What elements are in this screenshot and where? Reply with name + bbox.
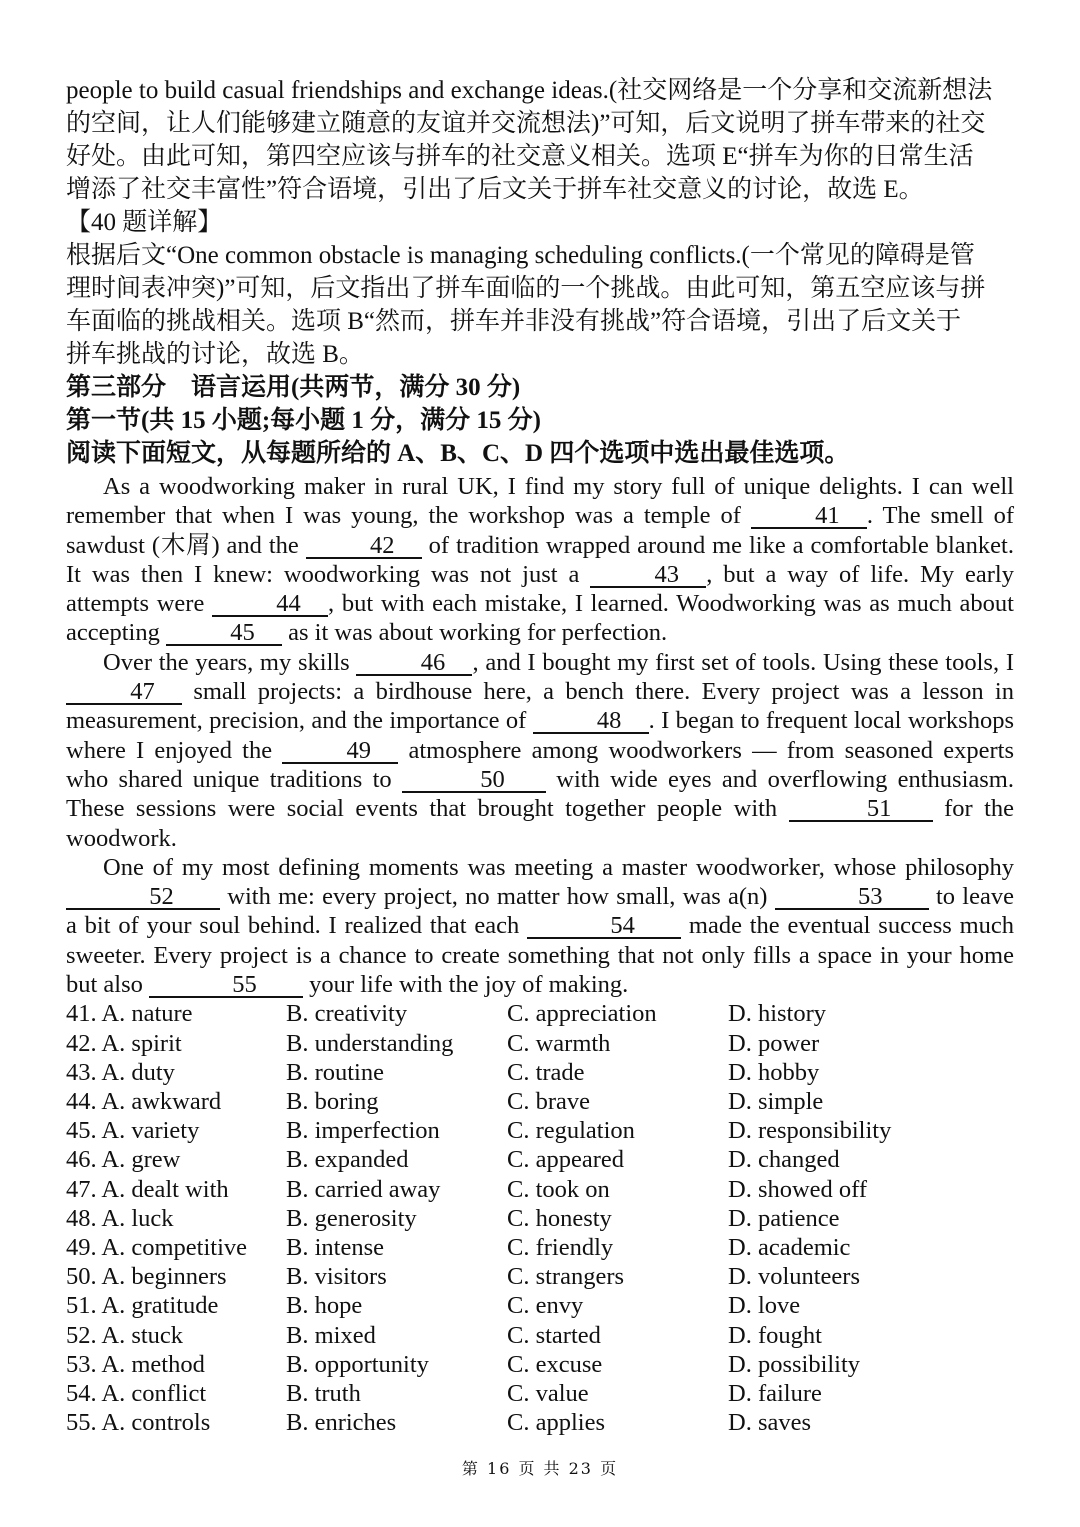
passage-paragraph-1 xyxy=(66,472,1014,648)
option-b[interactable]: B. enriches xyxy=(286,1409,397,1437)
blank-47: 47 xyxy=(66,681,182,705)
blank-54: 54 xyxy=(527,915,681,939)
option-c[interactable]: C. appeared xyxy=(507,1146,624,1174)
option-b[interactable]: B. opportunity xyxy=(286,1350,429,1378)
passage-paragraph-2 xyxy=(66,648,1014,853)
option-b[interactable]: B. routine xyxy=(286,1058,384,1086)
passage-text: for the woodwork. xyxy=(66,795,1014,852)
option-row xyxy=(66,1058,1014,1087)
option-a[interactable]: 52. A. stuck xyxy=(66,1321,184,1349)
passage-paragraph-3 xyxy=(66,853,1014,999)
option-a[interactable]: 45. A. variety xyxy=(66,1117,200,1145)
option-row xyxy=(66,1204,1014,1233)
option-b[interactable]: B. creativity xyxy=(286,1000,408,1028)
option-b[interactable]: B. hope xyxy=(286,1292,363,1320)
option-a[interactable]: 49. A. competitive xyxy=(66,1233,247,1261)
option-d[interactable]: D. simple xyxy=(728,1087,824,1115)
option-row xyxy=(66,1291,1014,1320)
option-d[interactable]: D. history xyxy=(728,1000,826,1028)
passage-text: small projects: a birdhouse here, a bench there. Every project was a lesson in measurement, precision, and the importance of xyxy=(66,678,1014,735)
passage-text: . I began to frequent local workshops where I enjoyed the xyxy=(66,707,1014,764)
exam-page xyxy=(66,74,1014,1437)
passage-text: made the eventual success much sweeter. Every project is a chance to create something that not only fills a space in your home but also xyxy=(66,912,1014,999)
page-footer: 第 16 页 共 23 页 xyxy=(461,1459,619,1478)
blank-45: 45 xyxy=(166,622,282,646)
option-c[interactable]: C. applies xyxy=(507,1409,605,1437)
option-c[interactable]: C. took on xyxy=(507,1175,610,1203)
passage-text: with me: every project, no matter how small, was a(n) xyxy=(220,883,775,911)
q40-line: 拼车挑战的讨论，故选 B。 xyxy=(66,341,364,368)
option-a[interactable]: 48. A. luck xyxy=(66,1204,174,1232)
q40-line: 根据后文“One common obstacle is managing scheduling conflicts.(一个常见的障碍是管 xyxy=(66,242,975,269)
blank-51: 51 xyxy=(789,798,933,822)
passage-text: One of my most defining moments was meeting a master woodworker, whose philosophy xyxy=(103,853,1014,881)
option-a[interactable]: 41. A. nature xyxy=(66,1000,193,1028)
section-instruction: 阅读下面短文，从每题所给的 A、B、C、D 四个选项中选出最佳选项。 xyxy=(66,440,850,467)
option-row xyxy=(66,1175,1014,1204)
option-a[interactable]: 54. A. conflict xyxy=(66,1379,207,1407)
option-d[interactable]: D. hobby xyxy=(728,1058,820,1086)
option-d[interactable]: D. changed xyxy=(728,1146,840,1174)
q40-heading: 【40 题详解】 xyxy=(66,209,223,236)
option-b[interactable]: B. expanded xyxy=(286,1146,409,1174)
option-c[interactable]: C. started xyxy=(507,1321,601,1349)
option-b[interactable]: B. carried away xyxy=(286,1175,441,1203)
option-a[interactable]: 44. A. awkward xyxy=(66,1087,222,1115)
option-b[interactable]: B. mixed xyxy=(286,1321,376,1349)
option-row xyxy=(66,1350,1014,1379)
passage-text: , and I bought my first set of tools. Using these tools, I xyxy=(472,648,1014,676)
option-a[interactable]: 46. A. grew xyxy=(66,1146,181,1174)
blank-49: 49 xyxy=(282,740,398,764)
option-c[interactable]: C. value xyxy=(507,1379,589,1407)
option-d[interactable]: D. showed off xyxy=(728,1175,868,1203)
option-b[interactable]: B. visitors xyxy=(286,1263,387,1291)
blank-44: 44 xyxy=(212,593,328,617)
section-subtitle: 第一节(共 15 小题;每小题 1 分，满分 15 分) xyxy=(66,407,541,434)
option-a[interactable]: 47. A. dealt with xyxy=(66,1175,229,1203)
option-c[interactable]: C. trade xyxy=(507,1058,585,1086)
option-a[interactable]: 51. A. gratitude xyxy=(66,1292,219,1320)
passage-text: Over the years, my skills xyxy=(103,648,357,676)
option-row xyxy=(66,999,1014,1028)
option-row xyxy=(66,1145,1014,1174)
option-c[interactable]: C. strangers xyxy=(507,1263,625,1291)
blank-41: 41 xyxy=(751,505,867,529)
passage-text: , but a way of life. My early attempts were xyxy=(66,560,1014,618)
part-title: 第三部分 语言运用(共两节，满分 30 分) xyxy=(66,374,521,401)
option-d[interactable]: D. patience xyxy=(728,1204,840,1232)
option-row xyxy=(66,1116,1014,1145)
option-b[interactable]: B. intense xyxy=(286,1233,384,1261)
option-d[interactable]: D. academic xyxy=(728,1233,851,1261)
option-row xyxy=(66,1262,1014,1291)
q40-explanation xyxy=(66,206,1014,371)
option-row xyxy=(66,1233,1014,1262)
option-b[interactable]: B. imperfection xyxy=(286,1117,440,1145)
intro-line: 的空间，让人们能够建立随意的友谊并交流想法)”可知，后文说明了拼车带来的社交 xyxy=(66,110,986,137)
option-row xyxy=(66,1087,1014,1116)
passage-text: as it was about working for perfection. xyxy=(282,619,668,647)
intro-line: 增添了社交丰富性”符合语境，引出了后文关于拼车社交意义的讨论，故选 E。 xyxy=(66,176,924,203)
option-d[interactable]: D. possibility xyxy=(728,1350,861,1378)
option-a[interactable]: 43. A. duty xyxy=(66,1058,175,1086)
option-b[interactable]: B. understanding xyxy=(286,1029,454,1057)
q40-line: 理时间表冲突)”可知，后文指出了拼车面临的一个挑战。由此可知，第五空应该与拼 xyxy=(66,275,986,302)
passage-text: with wide eyes and overflowing enthusiasm. These sessions were social events that brought together people with xyxy=(66,765,1014,823)
option-d[interactable]: D. power xyxy=(728,1029,820,1057)
blank-42: 42 xyxy=(306,535,422,559)
option-c[interactable]: C. friendly xyxy=(507,1233,614,1261)
option-d[interactable]: D. volunteers xyxy=(728,1263,860,1291)
passage-text: your life with the joy of making. xyxy=(303,971,629,999)
passage-text: , but with each mistake, I learned. Woodworking was as much about accepting xyxy=(66,590,1014,647)
passage-text: As a woodworking maker in rural UK, I find my story full of unique delights. I can well remember that when I was young, the workshop was a temple of xyxy=(66,473,1014,530)
answer-options xyxy=(66,999,1014,1437)
option-d[interactable]: D. failure xyxy=(728,1379,822,1407)
q40-line: 车面临的挑战相关。选项 B“然而，拼车并非没有挑战”符合语境，引出了后文关于 xyxy=(66,308,962,335)
option-b[interactable]: B. boring xyxy=(286,1087,379,1115)
option-a[interactable]: 50. A. beginners xyxy=(66,1263,227,1291)
option-c[interactable]: C. excuse xyxy=(507,1350,603,1378)
blank-55: 55 xyxy=(149,974,303,998)
option-c[interactable]: C. honesty xyxy=(507,1204,612,1232)
option-d[interactable]: D. love xyxy=(728,1292,801,1320)
option-c[interactable]: C. regulation xyxy=(507,1117,635,1145)
blank-53: 53 xyxy=(775,886,929,910)
blank-50: 50 xyxy=(402,769,546,793)
intro-line: people to build casual friendships and exchange ideas.(社交网络是一个分享和交流新想法 xyxy=(66,77,993,104)
passage-text: atmosphere among woodworkers — from seasoned experts who shared unique traditions to xyxy=(66,736,1014,793)
option-row xyxy=(66,1029,1014,1058)
blank-52: 52 xyxy=(66,886,220,910)
option-c[interactable]: C. warmth xyxy=(507,1029,611,1057)
option-c[interactable]: C. appreciation xyxy=(507,1000,657,1028)
option-d[interactable]: D. responsibility xyxy=(728,1117,892,1145)
option-row xyxy=(66,1321,1014,1350)
blank-48: 48 xyxy=(533,710,649,734)
option-a[interactable]: 42. A. spirit xyxy=(66,1029,182,1057)
option-d[interactable]: D. fought xyxy=(728,1321,822,1349)
option-b[interactable]: B. truth xyxy=(286,1379,361,1407)
option-d[interactable]: D. saves xyxy=(728,1409,812,1437)
intro-line: 好处。由此可知，第四空应该与拼车的社交意义相关。选项 E“拼车为你的日常生活 xyxy=(66,143,974,170)
blank-43: 43 xyxy=(590,564,706,588)
option-c[interactable]: C. envy xyxy=(507,1292,584,1320)
option-b[interactable]: B. generosity xyxy=(286,1204,417,1232)
option-row xyxy=(66,1408,1014,1437)
passage-text: to leave a bit of your soul behind. I realized that each xyxy=(66,883,1014,940)
option-row xyxy=(66,1379,1014,1408)
option-a[interactable]: 53. A. method xyxy=(66,1350,205,1378)
cloze-passage xyxy=(66,472,1014,999)
passage-text: of tradition wrapped around me like a comfortable blanket. It was then I knew: woodworking was not just a xyxy=(66,531,1014,588)
intro-explanation xyxy=(66,74,1014,206)
blank-46: 46 xyxy=(356,652,472,676)
passage-text: . The smell of sawdust (木屑) and the xyxy=(66,502,1014,559)
option-a[interactable]: 55. A. controls xyxy=(66,1409,211,1437)
option-c[interactable]: C. brave xyxy=(507,1087,590,1115)
